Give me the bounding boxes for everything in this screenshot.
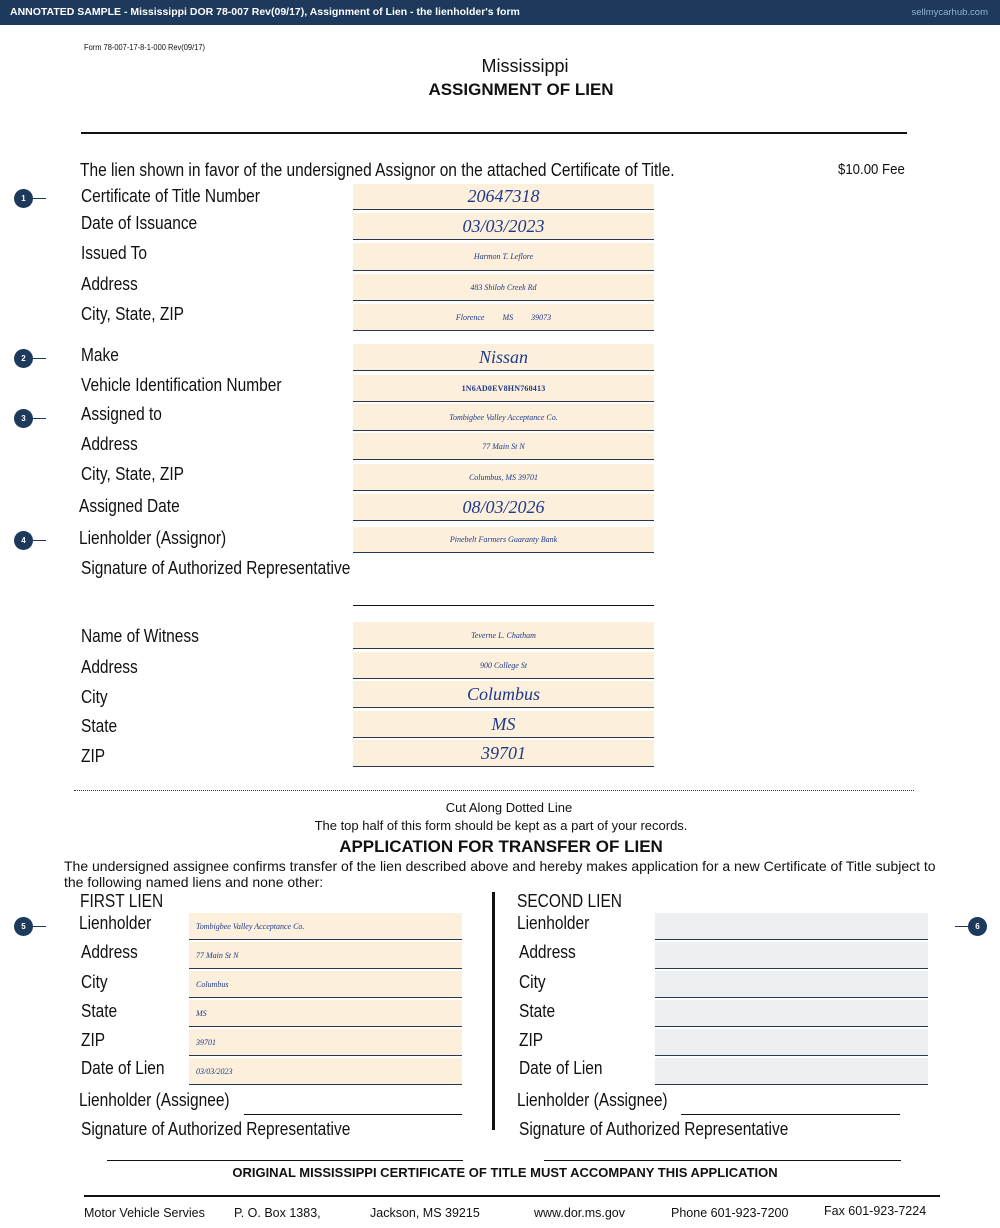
intro-text: The lien shown in favor of the undersigned Assignor on the attached Certificate of Title. [80,160,675,180]
application-text-line1: The undersigned assignee confirms transfer of the lien described above and hereby makes application for a new Certificate of Title subject to [64,858,936,874]
marker-leader [32,358,46,359]
issued-city-state-zip-field[interactable] [353,304,654,331]
assigned-date-field[interactable]: 08/03/2026 [353,494,654,521]
label-issued-address: Address [81,274,138,294]
first-zip-field[interactable]: 39701 [189,1029,462,1056]
banner-title: ANNOTATED SAMPLE - Mississippi DOR 78-007 Rev(09/17), Assignment of Lien - the lienholder's form [10,6,520,18]
witness-zip-field[interactable]: 39701 [353,740,654,767]
marker-leader [32,926,46,927]
first-lien-heading: FIRST LIEN [80,891,164,911]
second-address-label: Address [519,942,576,962]
marker-leader [32,418,46,419]
form-state: Mississippi [481,56,569,76]
form-title: ASSIGNMENT OF LIEN [428,80,614,99]
second-state-label: State [519,1001,556,1021]
footer-pobox: P. O. Box 1383, [234,1206,321,1220]
annotation-marker-5: 5 [14,917,33,936]
label-lienholder-assignor: Lienholder (Assignor) [79,528,227,548]
second-zip-field[interactable] [655,1029,928,1056]
marker-leader [955,926,969,927]
assigned-to-field[interactable]: Tombigbee Valley Acceptance Co. [353,404,654,431]
first-date-label: Date of Lien [81,1058,165,1078]
assigned-city-state-zip-field[interactable]: Columbus, MS 39701 [353,464,654,491]
second-address-field[interactable] [655,942,928,969]
second-lien-heading: SECOND LIEN [517,891,622,911]
issued-address-field[interactable]: 483 Shiloh Creek Rd [353,274,654,301]
label-issued-city-state-zip: City, State, ZIP [81,304,184,324]
second-signature-line[interactable] [544,1160,901,1161]
second-date-field[interactable] [655,1058,928,1085]
application-title: APPLICATION FOR TRANSFER OF LIEN [339,837,663,856]
footer-city: Jackson, MS 39215 [370,1206,480,1220]
header-rule [81,132,907,134]
lienholder-assignor-field[interactable]: Pinebelt Farmers Guaranty Bank [353,527,654,553]
form-number: Form 78-007-17-8-1-000 Rev(09/17) [84,42,205,52]
second-lienholder-field[interactable] [655,913,928,940]
second-assignee-label: Lienholder (Assignee) [517,1090,668,1110]
cut-instruction: Cut Along Dotted Line [445,800,573,815]
witness-state-field[interactable]: MS [353,711,654,738]
marker-leader [32,198,46,199]
make-field[interactable]: Nissan [353,344,654,371]
first-lienholder-label: Lienholder [79,913,152,933]
first-state-field[interactable]: MS [189,1000,462,1027]
issued-city-value: Florence [455,312,485,322]
label-issued-to: Issued To [81,243,147,263]
second-lienholder-label: Lienholder [517,913,590,933]
label-assignor-signature: Signature of Authorized Representative [81,558,351,578]
first-address-field[interactable]: 77 Main St N [189,942,462,969]
issued-zip-value: 39073 [531,312,552,322]
footer-website-link[interactable]: www.dor.ms.gov [534,1206,626,1220]
first-city-label: City [81,972,108,992]
label-assigned-address: Address [81,434,138,454]
records-instruction: The top half of this form should be kept as a part of your records. [314,818,688,833]
title-number-field[interactable]: 20647318 [353,184,654,210]
annotation-marker-2: 2 [14,349,33,368]
first-city-field[interactable]: Columbus [189,971,462,998]
label-witness-state: State [81,716,118,736]
first-lienholder-field[interactable]: Tombigbee Valley Acceptance Co. [189,913,462,940]
fee-text: $10.00 Fee [838,161,905,178]
issued-state-value: MS [502,312,514,322]
first-state-label: State [81,1001,118,1021]
footer-org: Motor Vehicle Servies [84,1206,205,1220]
first-zip-label: ZIP [81,1030,106,1050]
second-zip-label: ZIP [519,1030,544,1050]
second-assignee-line[interactable] [681,1114,900,1115]
label-assigned-to: Assigned to [81,404,162,424]
original-title-notice: ORIGINAL MISSISSIPPI CERTIFICATE OF TITLE MUST ACCOMPANY THIS APPLICATION [232,1165,778,1180]
witness-city-field[interactable]: Columbus [353,681,654,708]
first-signature-line[interactable] [107,1160,463,1161]
issued-to-field[interactable]: Harmon T. Leflore [353,243,654,271]
first-address-label: Address [81,942,138,962]
label-title-number: Certificate of Title Number [81,186,260,206]
second-city-field[interactable] [655,971,928,998]
label-date-issuance: Date of Issuance [81,213,198,233]
second-signature-label: Signature of Authorized Representative [519,1119,789,1139]
label-witness-city: City [81,687,108,707]
annotation-marker-4: 4 [14,531,33,550]
banner-site-link[interactable]: sellmycarhub.com [911,7,988,18]
label-assigned-city-state-zip: City, State, ZIP [81,464,184,484]
annotation-marker-6: 6 [968,917,987,936]
cut-line [74,790,914,791]
footer-rule [84,1195,940,1197]
date-issuance-field[interactable]: 03/03/2023 [353,213,654,240]
witness-name-field[interactable]: Teverne L. Chatham [353,622,654,649]
label-witness-address: Address [81,657,138,677]
first-signature-label: Signature of Authorized Representative [81,1119,351,1139]
assignor-signature-line[interactable] [353,605,654,606]
application-text-line2: the following named liens and none other: [64,874,324,890]
first-assignee-line[interactable] [244,1114,462,1115]
assigned-address-field[interactable]: 77 Main St N [353,433,654,460]
second-city-label: City [519,972,546,992]
label-witness-name: Name of Witness [81,626,199,646]
label-vin: Vehicle Identification Number [81,375,282,395]
footer-fax: Fax 601-923-7224 [824,1204,927,1218]
footer-phone: Phone 601-923-7200 [671,1206,789,1220]
marker-leader [32,540,46,541]
lien-divider [492,892,495,1130]
second-date-label: Date of Lien [519,1058,603,1078]
first-date-field[interactable]: 03/03/2023 [189,1058,462,1085]
label-assigned-date: Assigned Date [79,496,180,516]
vin-field[interactable]: 1N6AD0EV8HN760413 [353,375,654,402]
annotation-marker-1: 1 [14,189,33,208]
annotation-marker-3: 3 [14,409,33,428]
first-assignee-label: Lienholder (Assignee) [79,1090,230,1110]
second-state-field[interactable] [655,1000,928,1027]
witness-address-field[interactable]: 900 College St [353,652,654,679]
label-make: Make [81,345,119,365]
label-witness-zip: ZIP [81,746,106,766]
